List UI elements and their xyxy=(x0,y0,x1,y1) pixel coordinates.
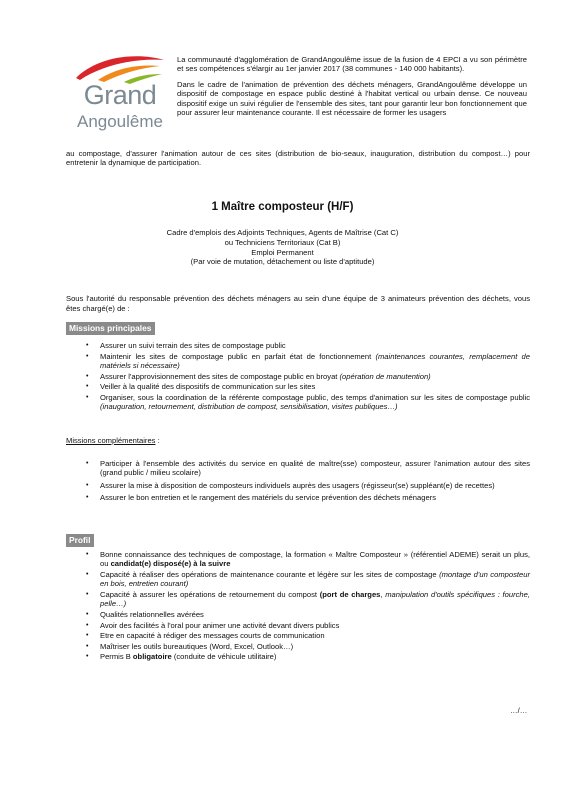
list-item-text: Participer à l'ensemble des activités du service en qualité de maître(sse) composteur, assurer l'animation autour des sites (grand public / milieu scolaire) xyxy=(100,459,530,478)
list-item xyxy=(86,382,530,391)
list-item-italic: (inauguration, retournement, distribution de compost, sensibilisation, visites publiques…) xyxy=(100,402,398,412)
bullet-icon: • xyxy=(86,642,89,650)
list-item xyxy=(86,642,530,651)
list-item-bold: candidat(e) disposé(e) à la suivre xyxy=(110,559,231,569)
list-item-text: Permis B xyxy=(100,652,133,662)
logo-text-angouleme: Angoulême xyxy=(76,112,163,131)
bullet-icon: • xyxy=(86,393,89,401)
list-item-text: Maîtriser les outils bureautiques (Word, Excel, Outlook…) xyxy=(100,641,294,651)
bullet-icon: • xyxy=(86,551,89,558)
list-item-text: Capacité à assurer les opérations de retournement du compost xyxy=(100,590,320,599)
list-item-italic: (maintenances courantes, remplacement de matériels si nécessaire) xyxy=(100,351,531,370)
list-item-text: Assurer l'approvisionnement des sites de compostage public en broyat xyxy=(100,371,340,381)
list-item xyxy=(86,652,530,661)
list-item xyxy=(86,631,530,640)
job-grade-block xyxy=(0,228,565,267)
list-item-text: Capacité à réaliser des opérations de maintenance courante et légère sur les sites de compostage xyxy=(100,570,440,579)
list-item-text: Bonne connaissance des techniques de compostage, la formation « Maître Composteur » (référentiel ADEME) serait un plus, ou xyxy=(100,550,530,569)
list-item xyxy=(86,352,530,371)
grand-angouleme-logo xyxy=(68,50,172,150)
list-item-italic: (opération de manutention) xyxy=(339,371,431,381)
list-item-italic: (montage d'un composteur en bois, entretien courant) xyxy=(100,570,530,589)
section-profil: Profil xyxy=(66,534,94,547)
logo-text-grand: Grand xyxy=(83,80,157,110)
section-missions-principales: Missions principales xyxy=(66,322,155,335)
list-item xyxy=(86,493,530,502)
job-grade-line-1: Cadre d'emplois des Adjoints Techniques, Agents de Maîtrise (Cat C) xyxy=(166,228,399,237)
list-item xyxy=(86,590,530,609)
subhead-suffix: : xyxy=(155,436,160,445)
list-item xyxy=(86,459,530,478)
list-item xyxy=(86,550,530,569)
bullet-icon: • xyxy=(86,352,89,360)
list-item xyxy=(86,610,530,619)
intro-paragraph-1: La communauté d'agglomération de GrandAngoulême issue de la fusion de 4 EPCI a vu son périmètre et ses compétences s'élargir au 1er janvier 2017 (38 communes - 140 000 habitants). xyxy=(177,55,527,74)
section-missions-complementaires xyxy=(66,436,160,445)
list-item-text: Etre en capacité à rédiger des messages courts de communication xyxy=(100,631,325,641)
bullet-icon: • xyxy=(86,481,89,489)
job-status-line: Emploi Permanent xyxy=(251,247,314,257)
list-item-text: Assurer un suivi terrain des sites de compostage public xyxy=(100,341,286,350)
job-grade-line-2: ou Techniciens Territoriaux (Cat B) xyxy=(224,237,341,247)
list-item xyxy=(86,341,530,350)
list-item xyxy=(86,393,530,412)
intro-paragraph-2-continued: au compostage, d'assurer l'animation autour de ces sites (distribution de bio-seaux, inauguration, distribution du compost…) pour entretenir la dynamique de participation. xyxy=(66,149,530,168)
bullet-icon: • xyxy=(86,383,89,391)
list-item-text-after: (conduite de véhicule utilitaire) xyxy=(171,652,277,662)
list-item-text: Assurer la mise à disposition de composteurs individuels auprès des usagers (régisseur(se) suppléant(e) de recettes) xyxy=(100,480,495,490)
list-item-text: Maintenir les sites de compostage public en parfait état de fonctionnement xyxy=(100,351,376,361)
intro-block xyxy=(177,55,527,123)
missions-list xyxy=(86,341,530,413)
bullet-icon: • xyxy=(86,621,89,629)
subhead-label: Missions complémentaires xyxy=(66,436,156,445)
job-title: 1 Maître composteur (H/F) xyxy=(211,201,354,213)
bullet-icon: • xyxy=(86,342,89,349)
bullet-icon: • xyxy=(86,372,89,380)
bullet-icon: • xyxy=(86,632,89,640)
intro-paragraph-2: Dans le cadre de l'animation de prévention des déchets ménagers, GrandAngoulême développe un dispositif de compostage en espace public destiné à l'habitat vertical ou urbain dense. Ce nouveau dispositif exige un suivi régulier de l'ensemble des sites, tant pour garantir leur bon fonctionnement que pour assurer leur maintenance courante. Il est nécessaire de former les usagers xyxy=(177,79,527,118)
list-item-text: Assurer le bon entretien et le rangement des matériels du service prévention des déchets ménagers xyxy=(100,493,436,503)
list-item-text: Qualités relationnelles avérées xyxy=(100,610,204,619)
bullet-icon: • xyxy=(86,571,89,578)
list-item-bold: (port de charges xyxy=(319,590,381,599)
list-item xyxy=(86,372,530,381)
complementary-missions-list xyxy=(86,459,530,506)
list-item-bold: obligatoire xyxy=(132,652,172,662)
list-item-italic: manipulation d'outils spécifiques : fourche, pelle…) xyxy=(100,590,530,609)
lead-paragraph: Sous l'autorité du responsable prévention des déchets ménagers au sein d'une équipe de 3 animateurs prévention des déchets, vous êtes chargé(e) de : xyxy=(66,294,530,313)
profile-list xyxy=(86,550,530,663)
list-item-text-after: , xyxy=(380,590,386,599)
list-item-text: Avoir des facilités à l'oral pour animer une activité devant divers publics xyxy=(100,620,340,630)
bullet-icon: • xyxy=(86,460,89,467)
list-item-text: Veiller à la qualité des dispositifs de communication sur les sites xyxy=(100,382,316,392)
bullet-icon: • xyxy=(86,591,89,598)
bullet-icon: • xyxy=(86,611,89,618)
bullet-icon: • xyxy=(86,653,89,661)
continued-marker: …/… xyxy=(510,706,528,715)
job-recruitment-line: (Par voie de mutation, détachement ou liste d'aptitude) xyxy=(190,257,375,267)
list-item xyxy=(86,481,530,490)
list-item-text: Organiser, sous la coordination de la référente compostage public, des temps d'animation sur les sites de compostage public xyxy=(100,392,530,402)
bullet-icon: • xyxy=(86,494,89,502)
list-item xyxy=(86,570,530,589)
list-item xyxy=(86,621,530,630)
